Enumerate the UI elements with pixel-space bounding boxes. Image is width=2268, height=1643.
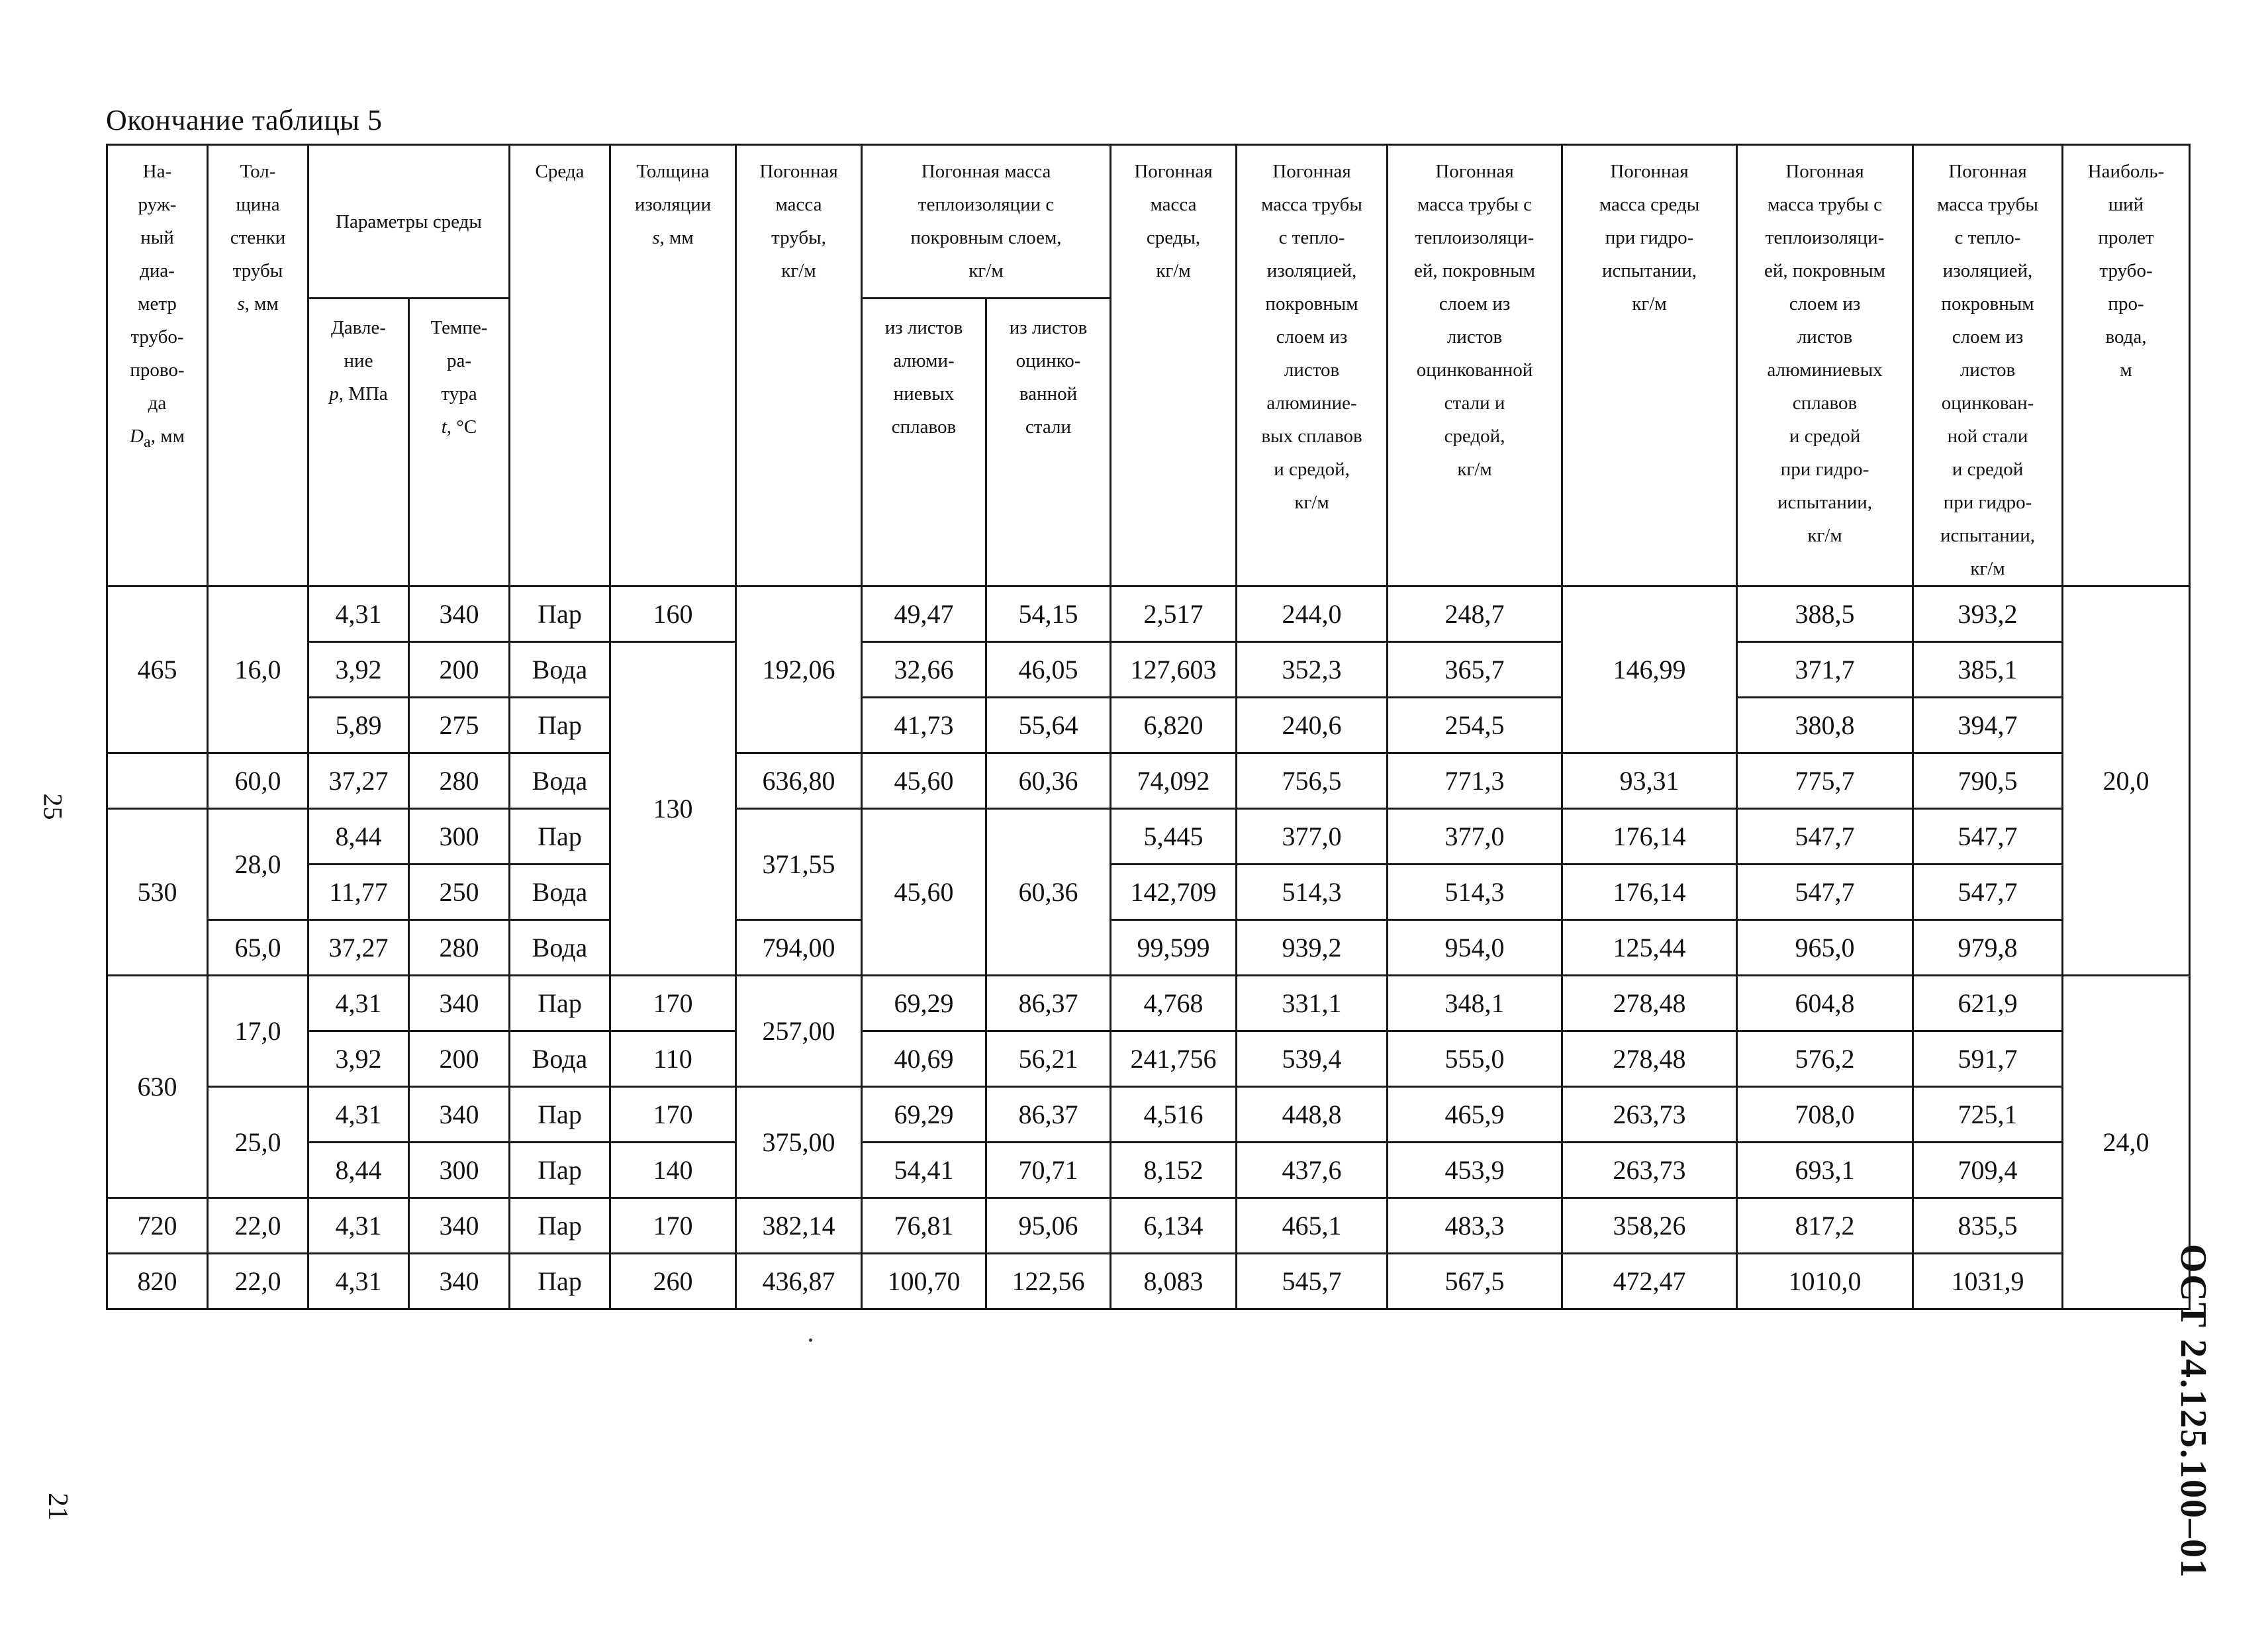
cell-medium-hydro: 263,73 bbox=[1562, 1087, 1737, 1143]
cell-medium: Пар bbox=[510, 1143, 610, 1198]
cell-max-span: 20,0 bbox=[2063, 587, 2190, 976]
cell-pipe-alu-medium: 939,2 bbox=[1237, 920, 1388, 976]
cell-pipe-zinc-hydro: 385,1 bbox=[1913, 642, 2063, 698]
cell-insulation: 170 bbox=[610, 1087, 736, 1143]
cell-pressure: 37,27 bbox=[308, 920, 409, 976]
cell-pressure: 4,31 bbox=[308, 1087, 409, 1143]
cell-temperature: 340 bbox=[409, 1198, 510, 1254]
cell-pipe-zinc-hydro: 547,7 bbox=[1913, 865, 2063, 920]
cell-pipe-alu-hydro: 775,7 bbox=[1737, 753, 1913, 809]
cell-insulation: 170 bbox=[610, 976, 736, 1031]
cell-wall: 28,0 bbox=[208, 809, 308, 920]
cell-pressure: 4,31 bbox=[308, 587, 409, 642]
cell-pipe-alu-medium: 331,1 bbox=[1237, 976, 1388, 1031]
cell-outer-diameter bbox=[107, 753, 208, 809]
cell-outer-diameter: 820 bbox=[107, 1254, 208, 1309]
header-medium-hydro: Погонная масса среды при гидро- испытании, кг/м bbox=[1562, 145, 1737, 587]
cell-pipe-alu-medium: 545,7 bbox=[1237, 1254, 1388, 1309]
cell-pipe-zinc-medium: 365,7 bbox=[1388, 642, 1562, 698]
page-number-top: 25 bbox=[38, 793, 68, 820]
cell-pipe-alu-hydro: 604,8 bbox=[1737, 976, 1913, 1031]
cell-wall: 25,0 bbox=[208, 1087, 308, 1198]
cell-outer-diameter: 530 bbox=[107, 809, 208, 976]
cell-pressure: 4,31 bbox=[308, 976, 409, 1031]
table-row bbox=[107, 976, 2190, 1031]
cell-wall: 60,0 bbox=[208, 753, 308, 809]
header-wall-thickness: Тол- щина стенки трубы s, мм bbox=[208, 145, 308, 587]
cell-zinc: 56,21 bbox=[986, 1031, 1111, 1087]
table-row bbox=[107, 587, 2190, 642]
cell-zinc: 46,05 bbox=[986, 642, 1111, 698]
page-number-bottom: 21 bbox=[42, 1493, 73, 1521]
cell-pressure: 3,92 bbox=[308, 1031, 409, 1087]
document-id: ОСТ 24.125.100–01 bbox=[2173, 1243, 2214, 1579]
cell-zinc: 122,56 bbox=[986, 1254, 1111, 1309]
cell-pressure: 37,27 bbox=[308, 753, 409, 809]
header-temperature: Темпе- ра- тура t, °С bbox=[409, 299, 510, 587]
cell-pipe-mass: 794,00 bbox=[736, 920, 862, 976]
header-row-1 bbox=[107, 145, 2190, 299]
cell-pipe-zinc-hydro: 709,4 bbox=[1913, 1143, 2063, 1198]
cell-alu: 69,29 bbox=[862, 976, 986, 1031]
table-row bbox=[107, 1198, 2190, 1254]
cell-pipe-zinc-medium: 555,0 bbox=[1388, 1031, 1562, 1087]
cell-pipe-alu-hydro: 576,2 bbox=[1737, 1031, 1913, 1087]
cell-pipe-zinc-medium: 514,3 bbox=[1388, 865, 1562, 920]
cell-alu: 100,70 bbox=[862, 1254, 986, 1309]
cell-medium-hydro: 176,14 bbox=[1562, 865, 1737, 920]
cell-alu: 32,66 bbox=[862, 642, 986, 698]
cell-temperature: 275 bbox=[409, 698, 510, 753]
cell-pipe-alu-medium: 539,4 bbox=[1237, 1031, 1388, 1087]
table-row bbox=[107, 753, 2190, 809]
cell-pipe-alu-hydro: 388,5 bbox=[1737, 587, 1913, 642]
cell-pressure: 8,44 bbox=[308, 809, 409, 865]
cell-medium: Вода bbox=[510, 642, 610, 698]
cell-pipe-zinc-medium: 254,5 bbox=[1388, 698, 1562, 753]
scan-speck bbox=[809, 1338, 812, 1342]
cell-pipe-alu-medium: 756,5 bbox=[1237, 753, 1388, 809]
cell-pipe-zinc-hydro: 591,7 bbox=[1913, 1031, 2063, 1087]
cell-pipe-alu-hydro: 547,7 bbox=[1737, 809, 1913, 865]
cell-medium-hydro: 176,14 bbox=[1562, 809, 1737, 865]
cell-temperature: 340 bbox=[409, 1254, 510, 1309]
cell-temperature: 340 bbox=[409, 587, 510, 642]
cell-medium-mass: 99,599 bbox=[1111, 920, 1237, 976]
cell-alu: 45,60 bbox=[862, 753, 986, 809]
cell-medium-hydro: 146,99 bbox=[1562, 587, 1737, 753]
cell-medium: Пар bbox=[510, 698, 610, 753]
header-insulation-mass: Погонная масса теплоизоляции с покровным слоем, кг/м bbox=[862, 145, 1111, 299]
cell-medium-mass: 142,709 bbox=[1111, 865, 1237, 920]
header-zinc-sheets: из листов оцинко- ванной стали bbox=[986, 299, 1111, 587]
cell-pipe-alu-hydro: 547,7 bbox=[1737, 865, 1913, 920]
cell-temperature: 340 bbox=[409, 1087, 510, 1143]
table-row bbox=[107, 1087, 2190, 1143]
cell-alu: 69,29 bbox=[862, 1087, 986, 1143]
cell-pipe-zinc-hydro: 393,2 bbox=[1913, 587, 2063, 642]
cell-pipe-zinc-hydro: 835,5 bbox=[1913, 1198, 2063, 1254]
table-row bbox=[107, 642, 2190, 698]
cell-insulation: 110 bbox=[610, 1031, 736, 1087]
header-medium-mass: Погонная масса среды, кг/м bbox=[1111, 145, 1237, 587]
table-caption: Окончание таблицы 5 bbox=[106, 104, 383, 136]
cell-pipe-mass: 257,00 bbox=[736, 976, 862, 1087]
cell-temperature: 200 bbox=[409, 642, 510, 698]
cell-medium: Пар bbox=[510, 809, 610, 865]
cell-outer-diameter: 630 bbox=[107, 976, 208, 1198]
cell-insulation: 170 bbox=[610, 1198, 736, 1254]
cell-medium-mass: 2,517 bbox=[1111, 587, 1237, 642]
cell-pipe-zinc-medium: 954,0 bbox=[1388, 920, 1562, 976]
cell-medium-mass: 74,092 bbox=[1111, 753, 1237, 809]
table-row bbox=[107, 1143, 2190, 1198]
cell-medium-hydro: 278,48 bbox=[1562, 1031, 1737, 1087]
cell-medium-mass: 127,603 bbox=[1111, 642, 1237, 698]
cell-alu: 49,47 bbox=[862, 587, 986, 642]
header-pipe-alu-hydro: Погонная масса трубы с теплоизоляци- ей, покровным слоем из листов алюминиевых сплавов и средой при гидро- испытании, кг/м bbox=[1737, 145, 1913, 587]
cell-pipe-zinc-hydro: 725,1 bbox=[1913, 1087, 2063, 1143]
cell-temperature: 280 bbox=[409, 753, 510, 809]
cell-pipe-alu-hydro: 371,7 bbox=[1737, 642, 1913, 698]
cell-pipe-zinc-medium: 465,9 bbox=[1388, 1087, 1562, 1143]
cell-zinc: 55,64 bbox=[986, 698, 1111, 753]
cell-wall: 22,0 bbox=[208, 1254, 308, 1309]
table-row bbox=[107, 809, 2190, 865]
header-alu-sheets: из листов алюми- ниевых сплавов bbox=[862, 299, 986, 587]
cell-wall: 65,0 bbox=[208, 920, 308, 976]
cell-medium-mass: 5,445 bbox=[1111, 809, 1237, 865]
cell-pressure: 11,77 bbox=[308, 865, 409, 920]
cell-pipe-alu-medium: 514,3 bbox=[1237, 865, 1388, 920]
cell-medium-hydro: 472,47 bbox=[1562, 1254, 1737, 1309]
table-row bbox=[107, 1031, 2190, 1087]
table-row bbox=[107, 920, 2190, 976]
cell-pipe-alu-hydro: 380,8 bbox=[1737, 698, 1913, 753]
cell-alu: 76,81 bbox=[862, 1198, 986, 1254]
cell-outer-diameter: 465 bbox=[107, 587, 208, 753]
cell-wall: 17,0 bbox=[208, 976, 308, 1087]
cell-pipe-alu-medium: 437,6 bbox=[1237, 1143, 1388, 1198]
cell-pipe-alu-medium: 465,1 bbox=[1237, 1198, 1388, 1254]
cell-temperature: 300 bbox=[409, 809, 510, 865]
cell-zinc: 60,36 bbox=[986, 753, 1111, 809]
cell-pipe-alu-medium: 244,0 bbox=[1237, 587, 1388, 642]
cell-pipe-mass: 375,00 bbox=[736, 1087, 862, 1198]
cell-pipe-zinc-medium: 453,9 bbox=[1388, 1143, 1562, 1198]
cell-medium: Вода bbox=[510, 753, 610, 809]
table-row bbox=[107, 865, 2190, 920]
cell-zinc: 54,15 bbox=[986, 587, 1111, 642]
cell-pipe-alu-hydro: 693,1 bbox=[1737, 1143, 1913, 1198]
cell-pipe-alu-hydro: 1010,0 bbox=[1737, 1254, 1913, 1309]
cell-pipe-zinc-medium: 567,5 bbox=[1388, 1254, 1562, 1309]
cell-medium-mass: 8,083 bbox=[1111, 1254, 1237, 1309]
cell-pipe-zinc-medium: 483,3 bbox=[1388, 1198, 1562, 1254]
cell-temperature: 280 bbox=[409, 920, 510, 976]
cell-pipe-alu-hydro: 965,0 bbox=[1737, 920, 1913, 976]
header-insulation-thickness: Толщина изоляции s, мм bbox=[610, 145, 736, 587]
cell-temperature: 250 bbox=[409, 865, 510, 920]
cell-medium-hydro: 125,44 bbox=[1562, 920, 1737, 976]
cell-pipe-mass: 636,80 bbox=[736, 753, 862, 809]
cell-temperature: 200 bbox=[409, 1031, 510, 1087]
cell-pipe-zinc-medium: 377,0 bbox=[1388, 809, 1562, 865]
cell-medium-mass: 6,820 bbox=[1111, 698, 1237, 753]
cell-medium-hydro: 358,26 bbox=[1562, 1198, 1737, 1254]
cell-pressure: 3,92 bbox=[308, 642, 409, 698]
header-max-span: Наиболь- ший пролет трубо- про- вода, м bbox=[2063, 145, 2190, 587]
cell-pipe-mass: 371,55 bbox=[736, 809, 862, 920]
header-pressure: Давле- ние p, МПа bbox=[308, 299, 409, 587]
cell-medium-hydro: 263,73 bbox=[1562, 1143, 1737, 1198]
cell-medium: Пар bbox=[510, 1254, 610, 1309]
cell-medium: Вода bbox=[510, 865, 610, 920]
cell-pressure: 4,31 bbox=[308, 1198, 409, 1254]
cell-pipe-zinc-hydro: 621,9 bbox=[1913, 976, 2063, 1031]
cell-pipe-mass: 436,87 bbox=[736, 1254, 862, 1309]
cell-medium: Вода bbox=[510, 920, 610, 976]
cell-pressure: 4,31 bbox=[308, 1254, 409, 1309]
header-pipe-mass: Погонная масса трубы, кг/м bbox=[736, 145, 862, 587]
cell-medium: Пар bbox=[510, 976, 610, 1031]
cell-wall: 22,0 bbox=[208, 1198, 308, 1254]
cell-medium-mass: 6,134 bbox=[1111, 1198, 1237, 1254]
cell-medium-mass: 4,768 bbox=[1111, 976, 1237, 1031]
cell-pipe-alu-hydro: 708,0 bbox=[1737, 1087, 1913, 1143]
cell-insulation: 130 bbox=[610, 642, 736, 976]
pipe-mass-table bbox=[106, 144, 2191, 1310]
cell-zinc: 86,37 bbox=[986, 976, 1111, 1031]
cell-pipe-alu-medium: 377,0 bbox=[1237, 809, 1388, 865]
cell-pipe-alu-medium: 240,6 bbox=[1237, 698, 1388, 753]
cell-pressure: 5,89 bbox=[308, 698, 409, 753]
cell-medium-hydro: 93,31 bbox=[1562, 753, 1737, 809]
cell-wall: 16,0 bbox=[208, 587, 308, 753]
cell-pipe-alu-medium: 448,8 bbox=[1237, 1087, 1388, 1143]
header-env-params: Параметры среды bbox=[308, 145, 510, 299]
cell-insulation: 160 bbox=[610, 587, 736, 642]
cell-temperature: 300 bbox=[409, 1143, 510, 1198]
cell-medium-hydro: 278,48 bbox=[1562, 976, 1737, 1031]
cell-pipe-zinc-hydro: 547,7 bbox=[1913, 809, 2063, 865]
cell-pipe-zinc-hydro: 1031,9 bbox=[1913, 1254, 2063, 1309]
header-pipe-zinc-medium: Погонная масса трубы с теплоизоляци- ей, покровным слоем из листов оцинкованной стали и средой, кг/м bbox=[1388, 145, 1562, 587]
cell-medium: Пар bbox=[510, 1198, 610, 1254]
cell-pipe-zinc-hydro: 394,7 bbox=[1913, 698, 2063, 753]
header-medium: Среда bbox=[510, 145, 610, 587]
cell-zinc: 95,06 bbox=[986, 1198, 1111, 1254]
cell-zinc: 70,71 bbox=[986, 1143, 1111, 1198]
cell-pipe-zinc-medium: 248,7 bbox=[1388, 587, 1562, 642]
cell-medium-mass: 4,516 bbox=[1111, 1087, 1237, 1143]
cell-insulation: 140 bbox=[610, 1143, 736, 1198]
cell-pipe-zinc-medium: 348,1 bbox=[1388, 976, 1562, 1031]
header-pipe-alu-medium: Погонная масса трубы с тепло- изоляцией, покровным слоем из листов алюминие- вых сплавов и средой, кг/м bbox=[1237, 145, 1388, 587]
cell-alu: 41,73 bbox=[862, 698, 986, 753]
header-outer-diameter: На- руж- ный диа- метр трубо- прово- да $D_a$, мм bbox=[107, 145, 208, 587]
cell-pipe-zinc-hydro: 979,8 bbox=[1913, 920, 2063, 976]
cell-pipe-alu-hydro: 817,2 bbox=[1737, 1198, 1913, 1254]
cell-medium-mass: 241,756 bbox=[1111, 1031, 1237, 1087]
cell-max-span: 24,0 bbox=[2063, 976, 2190, 1309]
cell-pipe-mass: 382,14 bbox=[736, 1198, 862, 1254]
cell-outer-diameter: 720 bbox=[107, 1198, 208, 1254]
cell-alu: 45,60 bbox=[862, 809, 986, 976]
cell-temperature: 340 bbox=[409, 976, 510, 1031]
table-row bbox=[107, 1254, 2190, 1309]
cell-medium: Пар bbox=[510, 1087, 610, 1143]
cell-zinc: 86,37 bbox=[986, 1087, 1111, 1143]
cell-pipe-mass: 192,06 bbox=[736, 587, 862, 753]
cell-pipe-zinc-hydro: 790,5 bbox=[1913, 753, 2063, 809]
header-pipe-zinc-hydro: Погонная масса трубы с тепло- изоляцией, покровным слоем из листов оцинкован- ной стали и средой при гидро- испытании, кг/м bbox=[1913, 145, 2063, 587]
cell-medium: Вода bbox=[510, 1031, 610, 1087]
cell-alu: 40,69 bbox=[862, 1031, 986, 1087]
cell-medium: Пар bbox=[510, 587, 610, 642]
table-row bbox=[107, 698, 2190, 753]
cell-zinc: 60,36 bbox=[986, 809, 1111, 976]
cell-pressure: 8,44 bbox=[308, 1143, 409, 1198]
cell-alu: 54,41 bbox=[862, 1143, 986, 1198]
cell-pipe-alu-medium: 352,3 bbox=[1237, 642, 1388, 698]
cell-pipe-zinc-medium: 771,3 bbox=[1388, 753, 1562, 809]
cell-insulation: 260 bbox=[610, 1254, 736, 1309]
cell-medium-mass: 8,152 bbox=[1111, 1143, 1237, 1198]
